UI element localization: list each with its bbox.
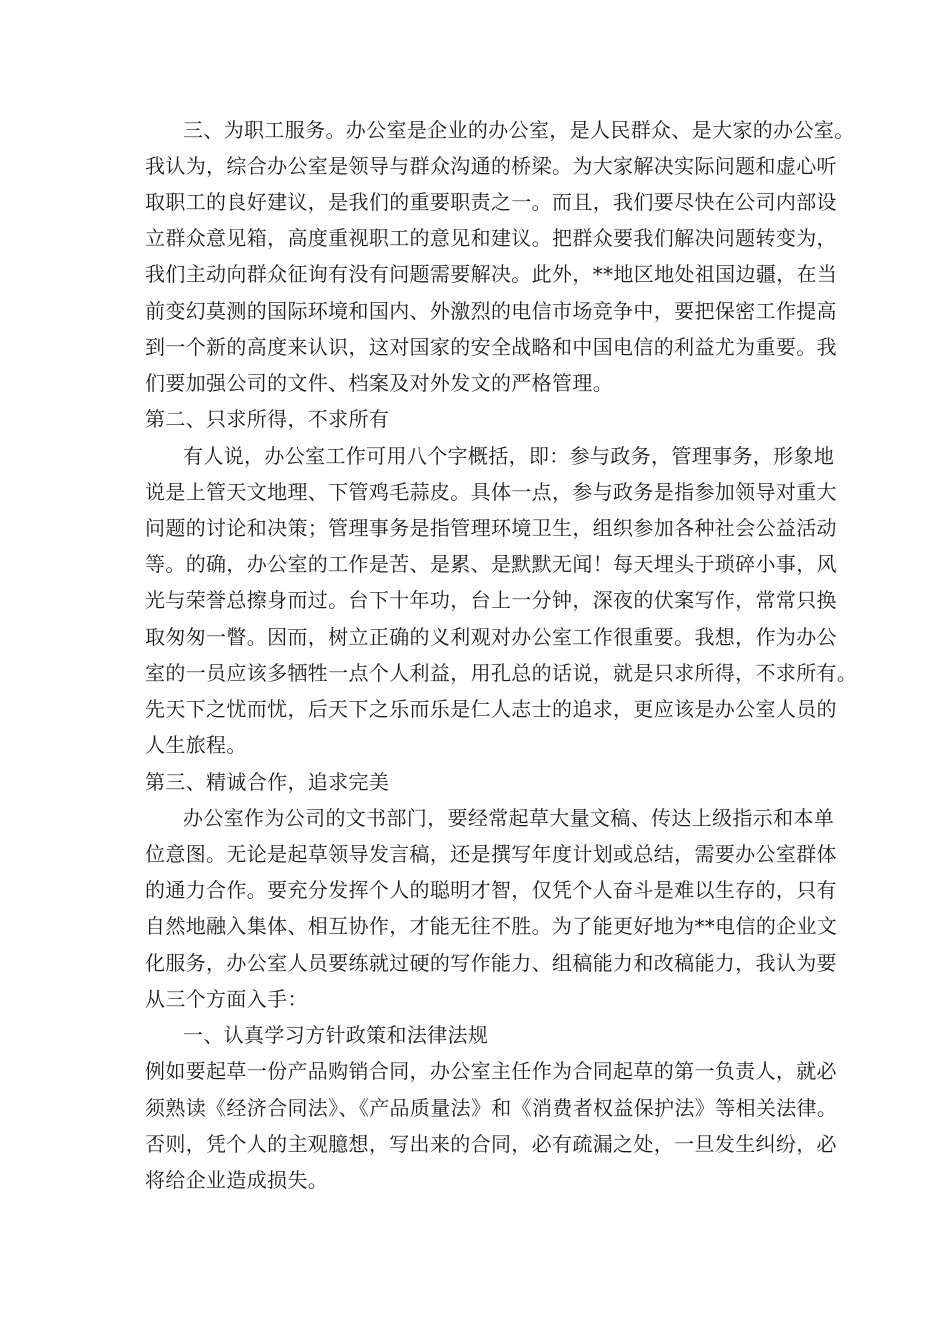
paragraph-line: 先天下之忧而忧，后天下之乐而乐是仁人志士的追求，更应该是办公室人员的 xyxy=(145,697,837,721)
paragraph-line: 自然地融入集体、相互协作，才能无往不胜。为了能更好地为**电信的企业文 xyxy=(145,914,838,938)
paragraph-line: 我们主动向群众征询有没有问题需要解决。此外，**地区地处祖国边疆，在当 xyxy=(145,262,838,286)
paragraph-line: 例如要起草一份产品购销合同，办公室主任作为合同起草的第一负责人，就必 xyxy=(145,1059,837,1083)
paragraph-line: 的通力合作。要充分发挥个人的聪明才智，仅凭个人奋斗是难以生存的，只有 xyxy=(145,878,837,902)
paragraph-line: 室的一员应该多牺牲一点个人利益，用孔总的话说，就是只求所得，不求所有。 xyxy=(145,661,858,685)
paragraph-line: 三、为职工服务。办公室是企业的办公室，是人民群众、是大家的办公室。 xyxy=(183,118,855,142)
paragraph-line: 我认为，综合办公室是领导与群众沟通的桥梁。为大家解决实际问题和虚心听 xyxy=(145,154,837,178)
paragraph-line: 须熟读《经济合同法》、《产品质量法》和《消费者权益保护法》等相关法律。 xyxy=(145,1096,838,1120)
paragraph-line: 化服务，办公室人员要练就过硬的写作能力、组稿能力和改稿能力，我认为要 xyxy=(145,951,837,975)
subsection-heading: 一、认真学习方针政策和法律法规 xyxy=(183,1023,489,1047)
paragraph-line: 有人说，办公室工作可用八个字概括，即：参与政务，管理事务，形象地 xyxy=(183,444,835,468)
paragraph-line: 立群众意见箱，高度重视职工的意见和建议。把群众要我们解决问题转变为， xyxy=(145,226,837,250)
paragraph-line: 办公室作为公司的文书部门，要经常起草大量文稿、传达上级指示和本单 xyxy=(183,806,835,830)
paragraph-line: 光与荣誉总擦身而过。台下十年功，台上一分钟，深夜的伏案写作，常常只换 xyxy=(145,588,837,612)
paragraph-line: 取职工的良好建议，是我们的重要职责之一。而且，我们要尽快在公司内部设 xyxy=(145,190,837,214)
paragraph-line: 前变幻莫测的国际环境和国内、外激烈的电信市场竞争中，要把保密工作提高 xyxy=(145,299,837,323)
paragraph-line: 到一个新的高度来认识，这对国家的安全战略和中国电信的利益尤为重要。我 xyxy=(145,335,837,359)
section-heading: 第三、精诚合作，追求完美 xyxy=(145,770,390,794)
paragraph-line: 人生旅程。 xyxy=(145,733,247,757)
paragraph-line: 问题的讨论和决策；管理事务是指管理环境卫生，组织参加各种社会公益活动 xyxy=(145,516,837,540)
paragraph-line: 等。的确，办公室的工作是苦、是累、是默默无闻！每天埋头于琐碎小事，风 xyxy=(145,552,837,576)
paragraph-line: 否则，凭个人的主观臆想，写出来的合同，必有疏漏之处，一旦发生纠纷，必 xyxy=(145,1132,837,1156)
paragraph-line: 说是上管天文地理、下管鸡毛蒜皮。具体一点，参与政务是指参加领导对重大 xyxy=(145,480,837,504)
paragraph-line: 从三个方面入手： xyxy=(145,987,308,1011)
paragraph-line: 位意图。无论是起草领导发言稿，还是撰写年度计划或总结，需要办公室群体 xyxy=(145,842,837,866)
paragraph-line: 们要加强公司的文件、档案及对外发文的严格管理。 xyxy=(145,371,614,395)
paragraph-line: 将给企业造成损失。 xyxy=(145,1168,329,1192)
paragraph-line: 取匆匆一瞥。因而，树立正确的义利观对办公室工作很重要。我想，作为办公 xyxy=(145,625,837,649)
section-heading: 第二、只求所得，不求所有 xyxy=(145,407,390,431)
